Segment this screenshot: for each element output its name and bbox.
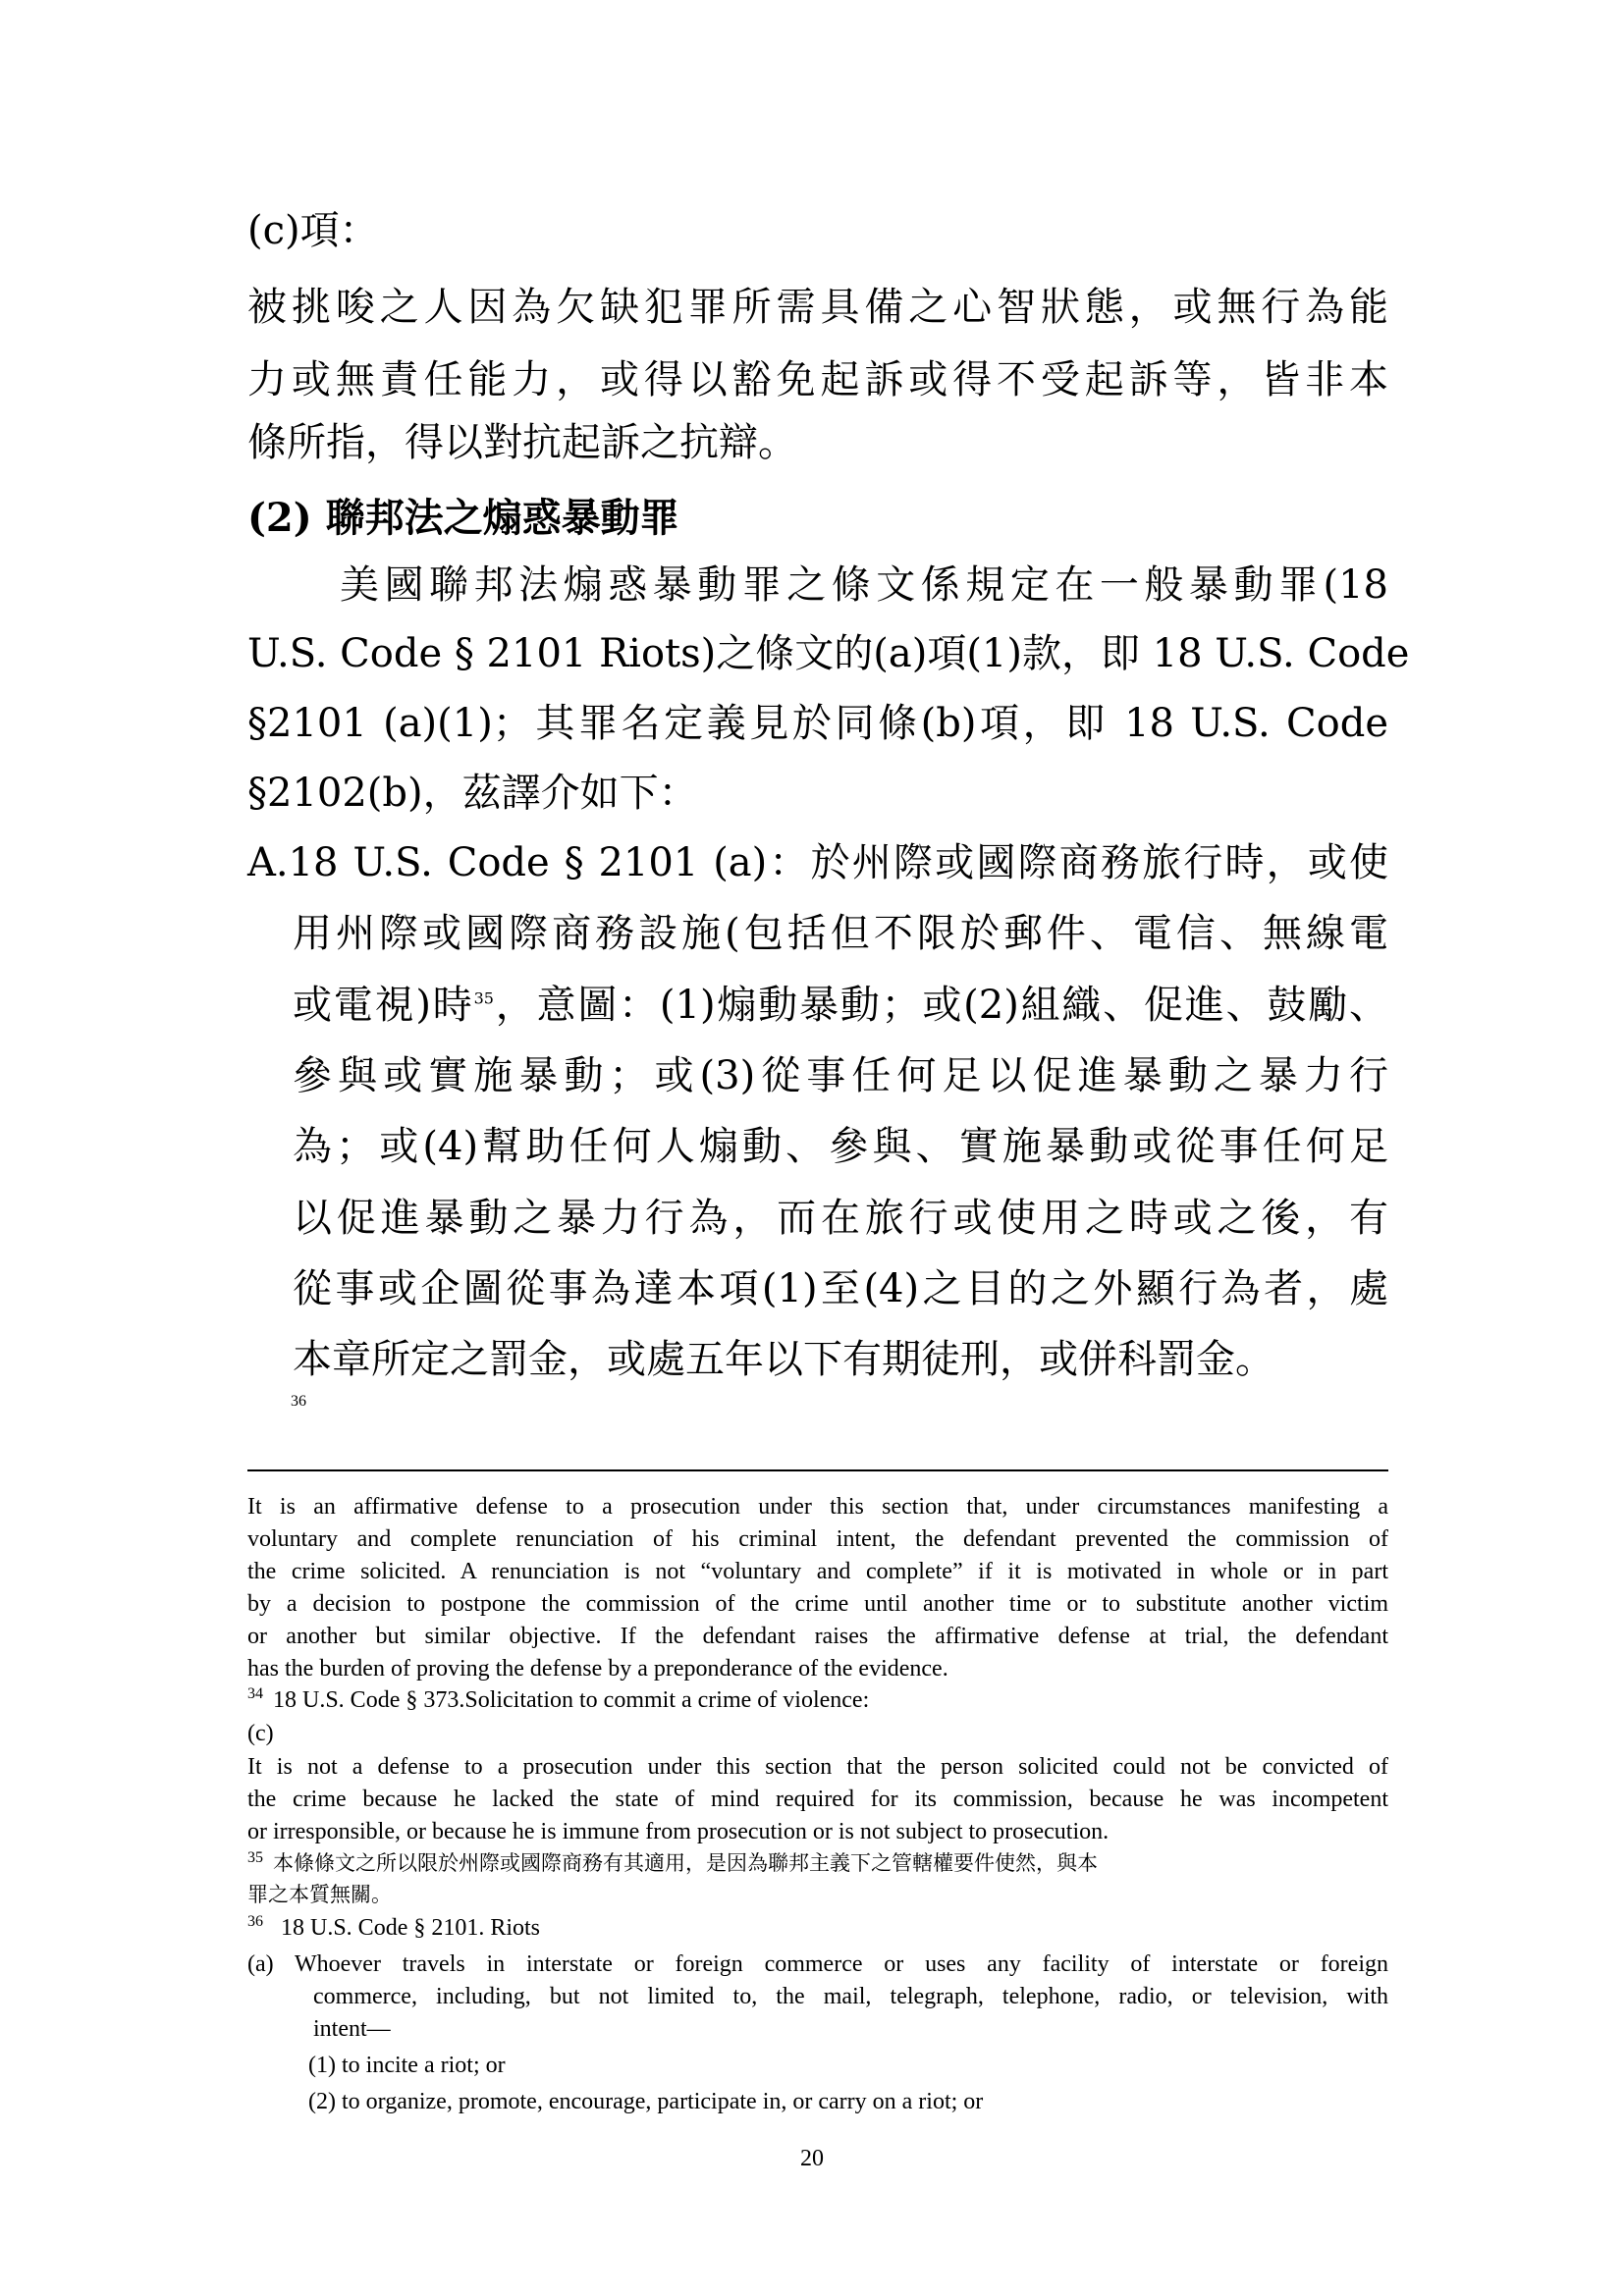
footnote-line: (a) Whoever travels in interstate or foreign commerce or uses any facility of interstate or foreign — [247, 1951, 1388, 1977]
subsection-c-heading: (c)項： — [247, 208, 379, 253]
footnote-35 — [247, 1847, 1388, 1880]
paragraph-line: 被挑唆之人因為欠缺犯罪所需具備之心智狀態，或無行為能 — [247, 285, 1388, 330]
footnote-line: or irresponsible, or because he is immune from prosecution or is not subject to prosecution. — [247, 1819, 1110, 1844]
footnote-line: (2) to organize, promote, encourage, participate in, or carry on a riot; or — [308, 2089, 984, 2114]
footnote-line: 罪之本質無關。 — [247, 1883, 392, 1906]
footnote-line: the crime because he lacked the state of mind required for its commission, because he was incompetent — [247, 1787, 1388, 1812]
item-a-line: 本章所定之罰金，或處五年以下有期徒刑，或併科罰金。 — [293, 1337, 1274, 1382]
footnote-line: (1) to incite a riot; or — [308, 2053, 506, 2078]
page-number: 20 — [800, 2146, 824, 2171]
item-a-line — [293, 981, 1388, 1036]
footnote-line: has the burden of proving the defense by a preponderance of the evidence. — [247, 1656, 948, 1682]
footnote-line: It is not a defense to a prosecution under this section that the person solicited could not be convicted of — [247, 1754, 1388, 1780]
item-a-line: 以促進暴動之暴力行為，而在旅行或使用之時或之後，有 — [293, 1196, 1388, 1241]
footnote-number: 36 — [247, 1913, 263, 1930]
item-a-first-line: A.18 U.S. Code § 2101 (a)：於州際或國際商務旅行時，或使 — [247, 840, 1388, 885]
paragraph-line: 力或無責任能力，或得以豁免起訴或得不受起訴等，皆非本 — [247, 357, 1388, 402]
paragraph-line: 美國聯邦法煽惑暴動罪之條文係規定在一般暴動罪(18 — [340, 562, 1388, 608]
footnote-36 — [247, 1912, 1388, 1945]
item-a-line: 用州際或國際商務設施(包括但不限於郵件、電信、無線電 — [293, 911, 1388, 956]
footnote-number: 34 — [247, 1685, 263, 1702]
footnote-line: the crime solicited. A renunciation is not “voluntary and complete” if it is motivated in whole or in part — [247, 1559, 1388, 1584]
item-a-line: 參與或實施暴動；或(3)從事任何足以促進暴動之暴力行 — [293, 1053, 1388, 1098]
footnote-line: by a decision to postpone the commission of the crime until another time or to substitute another victim — [247, 1591, 1388, 1617]
footnote-34 — [247, 1684, 1388, 1717]
footnote-ref-35: 35 — [473, 988, 494, 1008]
footnote-number: 35 — [247, 1849, 263, 1866]
footnote-line: or another but similar objective. If the defendant raises the affirmative defense at trial, the defendant — [247, 1624, 1388, 1649]
footnote-line: voluntary and complete renunciation of his criminal intent, the defendant prevented the commission of — [247, 1526, 1388, 1552]
item-a-text: 或電視)時 — [293, 983, 474, 1028]
footnote-title: 18 U.S. Code § 373.Solicitation to commit a crime of violence: — [273, 1687, 870, 1713]
section-heading: (2) 聯邦法之煽惑暴動罪 — [247, 495, 679, 541]
footnote-ref-36: 36 — [291, 1393, 306, 1410]
footnote-separator — [247, 1469, 1388, 1471]
item-a-line: 從事或企圖從事為達本項(1)至(4)之目的之外顯行為者，處 — [293, 1266, 1388, 1311]
item-a-line: 為；或(4)幫助任何人煽動、參與、實施暴動或從事任何足 — [293, 1124, 1388, 1169]
paragraph-line: U.S. Code § 2101 Riots)之條文的(a)項(1)款，即 18 U.S. Code — [247, 631, 1410, 676]
footnote-line: (c) — [247, 1721, 274, 1746]
footnote-line: commerce, including, but not limited to, the mail, telegraph, telephone, radio, or television, with — [313, 1984, 1388, 2009]
item-a-text: ，意圖：(1)煽動暴動；或(2)組織、促進、鼓勵、 — [493, 983, 1388, 1028]
footnote-text: 本條條文之所以限於州際或國際商務有其適用，是因為聯邦主義下之管轄權要件使然，與本 — [273, 1851, 1098, 1875]
footnote-title: 18 U.S. Code § 2101. Riots — [281, 1915, 541, 1941]
footnote-line: It is an affirmative defense to a prosecution under this section that, under circumstances manifesting a — [247, 1494, 1388, 1520]
footnote-line: intent— — [313, 2016, 391, 2042]
paragraph-line: 條所指，得以對抗起訴之抗辯。 — [247, 420, 797, 465]
paragraph-line: §2101 (a)(1)；其罪名定義見於同條(b)項，即 18 U.S. Code — [247, 701, 1388, 746]
paragraph-line: §2102(b)，茲譯介如下： — [247, 771, 698, 816]
